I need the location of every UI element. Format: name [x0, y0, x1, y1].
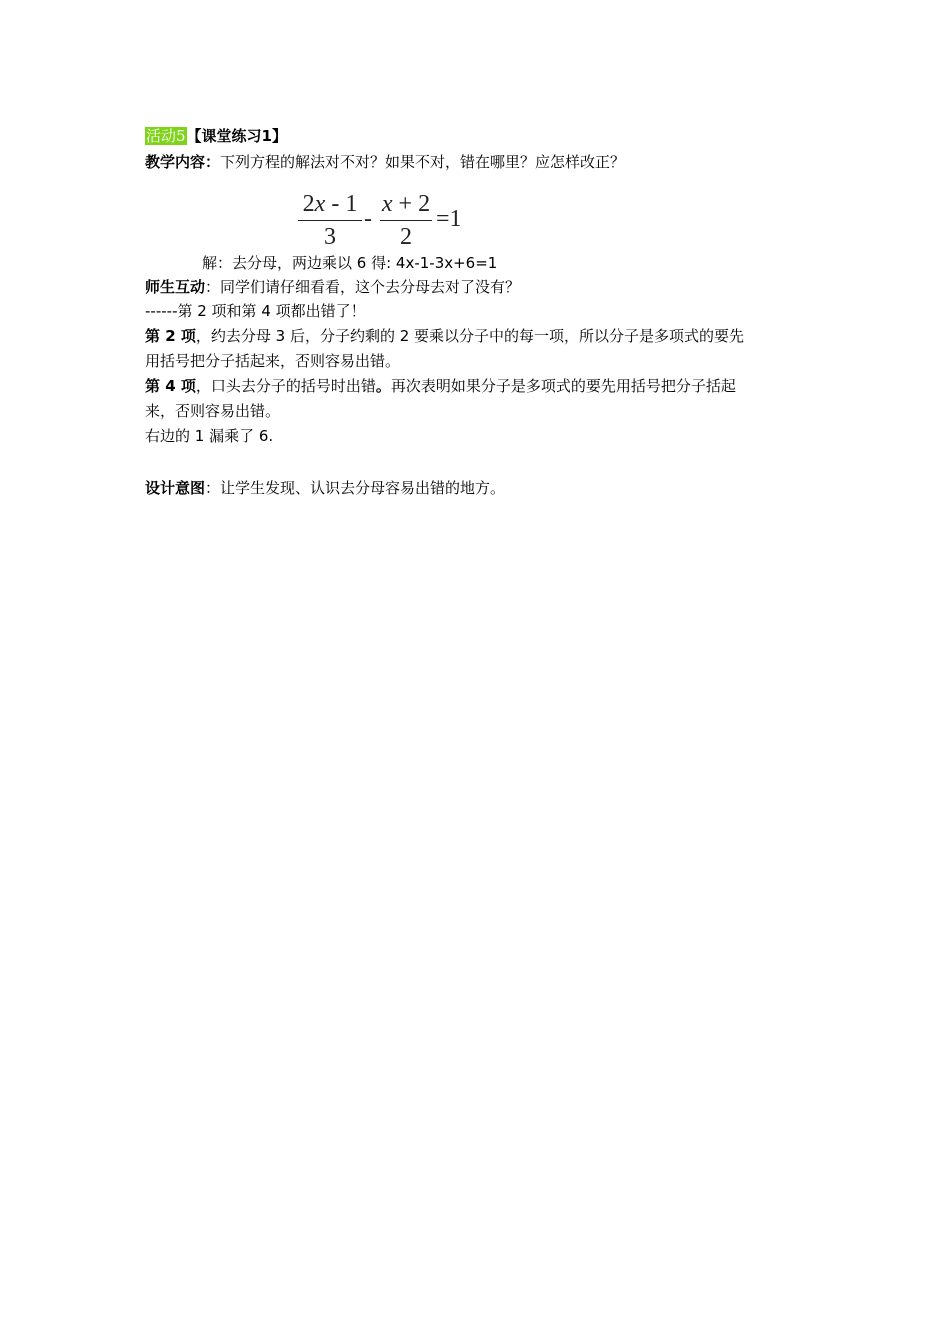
item2-line1	[145, 324, 744, 348]
fraction-left-numerator: 2x - 1	[302, 191, 358, 217]
fraction-right	[380, 190, 432, 251]
activity-highlight: 活动5	[146, 127, 186, 145]
fraction-left	[298, 190, 362, 251]
fraction-right-numerator: x + 2	[381, 191, 431, 217]
fraction-left-bar	[298, 220, 362, 221]
equation-image	[298, 190, 478, 252]
design-text: ：让学生发现、认识去分母容易出错的地方。	[205, 479, 506, 497]
item4-text-1c: 再次表明如果分子是多项式的要先用括号把分子括起	[390, 377, 736, 395]
right-side-note: 右边的 1 漏乘了 6.	[145, 427, 274, 445]
equation-rhs: =1	[436, 206, 462, 232]
design-label: 设计意图	[145, 479, 206, 497]
fraction-right-denominator: 2	[400, 224, 412, 250]
item4-text-1b: 。	[375, 377, 391, 395]
item4-line1	[145, 374, 736, 398]
fraction-right-bar	[380, 220, 432, 221]
item2-line2: 用括号把分子括起来，否则容易出错。	[145, 352, 401, 370]
item2-text-1: ，约去分母 3 后，分子约剩的 2 要乘以分子中的每一项，所以分子是多项式的要先	[195, 327, 745, 345]
item2-label: 第 2 项	[145, 327, 196, 345]
item4-text-1a: ，口头去分子的括号时出错	[195, 377, 376, 395]
content-label: 教学内容：	[145, 153, 221, 171]
content-line	[145, 150, 625, 174]
interaction-label: 师生互动	[145, 278, 206, 296]
item4-line2: 来，否则容易出错。	[145, 402, 281, 420]
solution-line: 解：去分母，两边乘以 6 得: 4x-1-3x+6=1	[202, 254, 498, 272]
interaction-line	[145, 275, 520, 299]
errors-note: ------第 2 项和第 4 项都出错了！	[145, 302, 366, 320]
content-text: 下列方程的解法对不对？如果不对，错在哪里？应怎样改正？	[220, 153, 626, 171]
item4-label: 第 4 项	[145, 377, 196, 395]
equation-minus: -	[364, 206, 372, 232]
activity-heading	[145, 124, 287, 148]
activity-title: 【课堂练习1】	[186, 127, 287, 145]
design-intent-line	[145, 476, 505, 500]
fraction-left-denominator: 3	[324, 224, 336, 250]
interaction-text: ：同学们请仔细看看，这个去分母去对了没有？	[205, 278, 521, 296]
